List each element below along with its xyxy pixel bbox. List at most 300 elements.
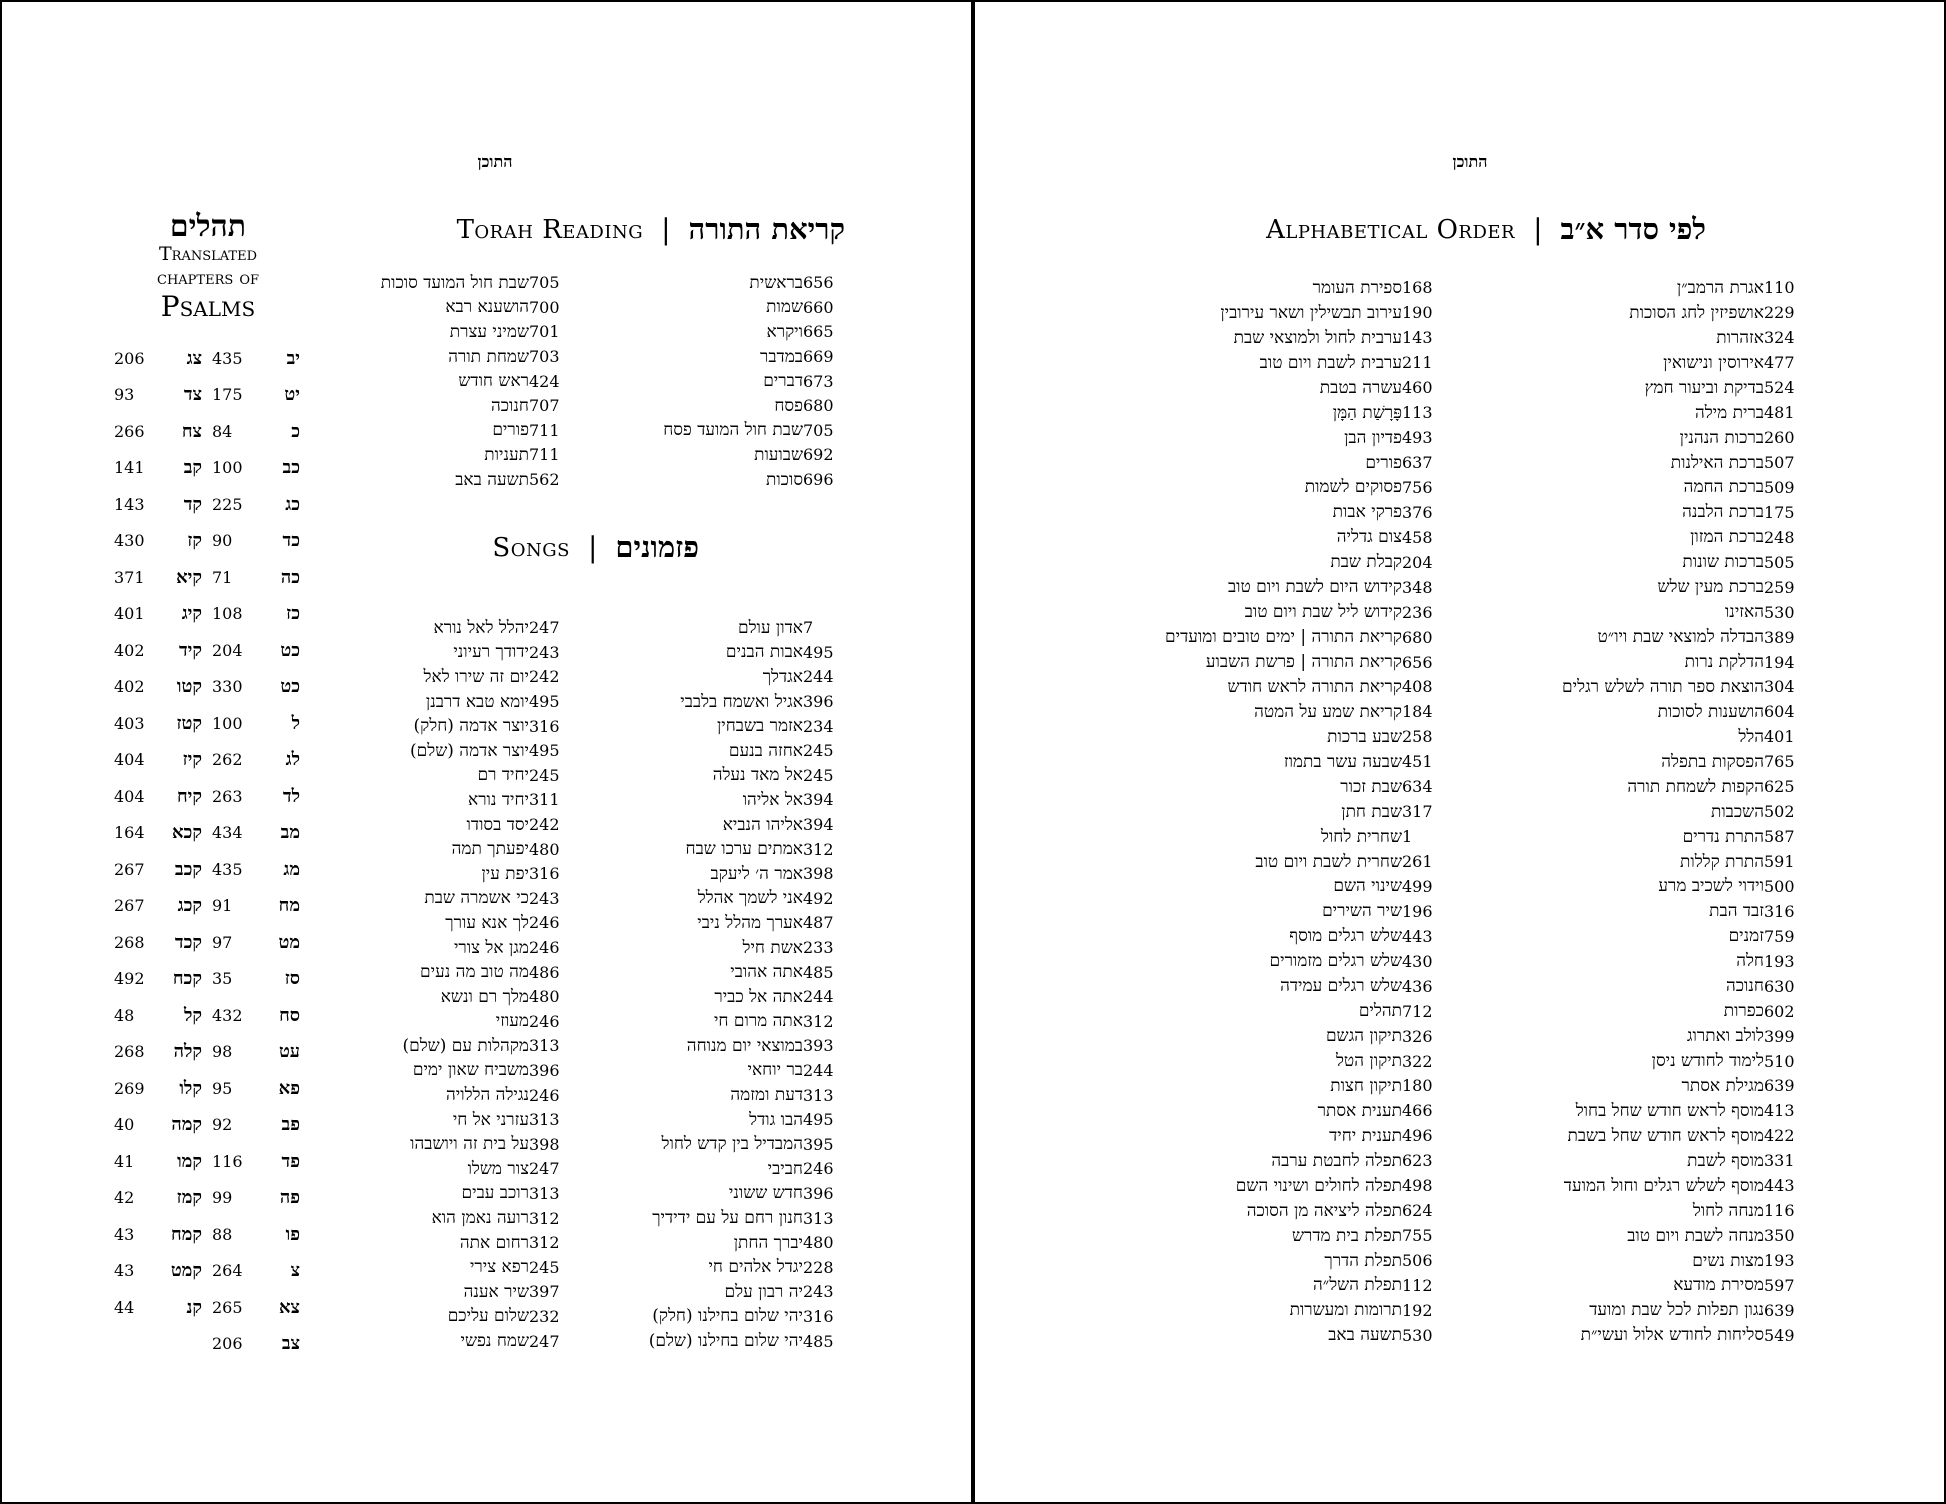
index-entry[interactable]: [1064, 1024, 1444, 1049]
index-entry[interactable]: [575, 1059, 845, 1084]
psalm-entry[interactable]: [106, 815, 202, 852]
page-number: 304: [1764, 677, 1795, 697]
psalm-entry[interactable]: [106, 1216, 202, 1253]
index-entry[interactable]: [311, 1329, 571, 1354]
index-entry[interactable]: [575, 911, 845, 936]
psalm-entry[interactable]: [204, 340, 300, 377]
index-entry[interactable]: [311, 911, 571, 936]
page-number: 267: [114, 896, 145, 916]
index-entry[interactable]: [605, 468, 845, 493]
index-entry[interactable]: [311, 813, 571, 838]
index-entry[interactable]: [575, 1157, 845, 1182]
index-entry[interactable]: [575, 1083, 845, 1108]
psalm-entry[interactable]: [204, 705, 300, 742]
page-number: 313: [529, 1183, 560, 1203]
index-entry[interactable]: [1064, 1049, 1444, 1074]
index-entry[interactable]: [575, 739, 845, 764]
entry-title: פורים: [492, 420, 529, 441]
index-entry[interactable]: [575, 1034, 845, 1059]
index-entry[interactable]: [575, 960, 845, 985]
index-entry[interactable]: [1466, 600, 1806, 625]
psalm-entry[interactable]: [106, 888, 202, 925]
index-entry[interactable]: [311, 837, 571, 862]
entry-title: ברכת מעין שלש: [1657, 577, 1764, 598]
psalm-entry[interactable]: [204, 413, 300, 450]
index-entry[interactable]: [1466, 301, 1806, 326]
index-entry[interactable]: [311, 1255, 571, 1280]
entry-title: במדבר: [760, 346, 803, 367]
index-entry[interactable]: [311, 960, 571, 985]
psalms-title-block: [120, 210, 296, 323]
entry-title: מוסף לשבת: [1687, 1150, 1764, 1171]
page-number: 244: [803, 1060, 834, 1080]
index-entry[interactable]: [1064, 650, 1444, 675]
index-entry[interactable]: [575, 985, 845, 1010]
entry-title: זבד הבת: [1709, 901, 1764, 922]
entry-title: שבת זכור: [1340, 776, 1402, 797]
index-entry[interactable]: [311, 1231, 571, 1256]
page-number: 396: [803, 692, 834, 712]
index-entry[interactable]: [605, 296, 845, 321]
index-entry[interactable]: [1466, 1049, 1806, 1074]
index-entry[interactable]: [311, 296, 571, 321]
entry-title: לך אנא עורך: [445, 912, 529, 933]
index-entry[interactable]: [575, 1231, 845, 1256]
index-entry[interactable]: [1466, 351, 1806, 376]
page-number: 262: [212, 750, 243, 770]
page-number: 673: [803, 371, 834, 391]
page-number: 637: [1402, 453, 1433, 473]
index-entry[interactable]: [605, 394, 845, 419]
index-entry[interactable]: [1466, 276, 1806, 301]
index-entry[interactable]: [311, 1132, 571, 1157]
page-number: 639: [1764, 1076, 1795, 1096]
index-entry[interactable]: [1466, 825, 1806, 850]
page-number: 509: [1764, 477, 1795, 497]
index-entry[interactable]: [1064, 525, 1444, 550]
entry-title: תפלת הדרך: [1324, 1250, 1402, 1271]
index-entry[interactable]: [1466, 650, 1806, 675]
psalm-entry[interactable]: [106, 705, 202, 742]
page-number: 394: [803, 815, 834, 835]
index-entry[interactable]: [1064, 1174, 1444, 1199]
page-number: 495: [529, 741, 560, 761]
index-entry[interactable]: [1064, 426, 1444, 451]
index-entry[interactable]: [311, 1182, 571, 1207]
index-entry[interactable]: [1466, 1224, 1806, 1249]
index-entry[interactable]: [1466, 1149, 1806, 1174]
index-entry[interactable]: [575, 1305, 845, 1330]
index-entry[interactable]: [1466, 924, 1806, 949]
index-entry[interactable]: [1466, 1199, 1806, 1224]
entry-title: שחרית לחול: [1321, 826, 1402, 847]
index-entry[interactable]: [1064, 999, 1444, 1024]
index-entry[interactable]: [1466, 800, 1806, 825]
psalm-entry[interactable]: [106, 632, 202, 669]
entry-title: פורים: [1365, 452, 1402, 473]
page-number: 495: [803, 1110, 834, 1130]
index-entry[interactable]: [1466, 426, 1806, 451]
index-entry[interactable]: [311, 271, 571, 296]
psalm-entry[interactable]: [106, 559, 202, 596]
index-entry[interactable]: [605, 419, 845, 444]
psalm-entry[interactable]: [204, 1180, 300, 1217]
psalm-chapter: קמה: [171, 1114, 202, 1136]
page-number: 395: [803, 1134, 834, 1154]
entry-title: אליהו הנביא: [722, 814, 803, 835]
entry-title: תפלת השל״ה: [1312, 1275, 1402, 1296]
page-number: 263: [212, 786, 243, 806]
page-number: 487: [803, 913, 834, 933]
page-number: 258: [1402, 727, 1433, 747]
psalm-chapter: קכד: [174, 931, 202, 953]
index-entry[interactable]: [575, 813, 845, 838]
psalm-entry[interactable]: [106, 742, 202, 779]
index-entry[interactable]: [605, 345, 845, 370]
index-entry[interactable]: [1064, 775, 1444, 800]
index-entry[interactable]: [1466, 1099, 1806, 1124]
index-entry[interactable]: [575, 887, 845, 912]
index-entry[interactable]: [1064, 750, 1444, 775]
index-entry[interactable]: [575, 788, 845, 813]
page-number: 480: [529, 987, 560, 1007]
index-entry[interactable]: [1064, 351, 1444, 376]
index-entry[interactable]: [575, 1010, 845, 1035]
entry-title: יחיד נורא: [468, 789, 529, 810]
index-entry[interactable]: [1466, 675, 1806, 700]
index-entry[interactable]: [1064, 949, 1444, 974]
index-entry[interactable]: [1064, 1074, 1444, 1099]
index-entry[interactable]: [1064, 276, 1444, 301]
index-entry[interactable]: [1466, 1323, 1806, 1348]
index-entry[interactable]: [1064, 675, 1444, 700]
psalm-entry[interactable]: [106, 1107, 202, 1144]
psalm-entry[interactable]: [106, 851, 202, 888]
psalm-entry[interactable]: [106, 523, 202, 560]
index-entry[interactable]: [311, 1305, 571, 1330]
index-entry[interactable]: [311, 641, 571, 666]
index-entry[interactable]: [1466, 1298, 1806, 1323]
page-number: 398: [529, 1134, 560, 1154]
psalm-entry[interactable]: [204, 1143, 300, 1180]
index-entry[interactable]: [1064, 1149, 1444, 1174]
index-entry[interactable]: [575, 936, 845, 961]
psalm-entry[interactable]: [106, 450, 202, 487]
index-entry[interactable]: [1064, 625, 1444, 650]
entry-title: צום גדליה: [1336, 527, 1402, 548]
index-entry[interactable]: [1466, 850, 1806, 875]
entry-title: ערבית לשבת ויום טוב: [1259, 352, 1402, 373]
entry-title: יוצר אדמה (שלם): [410, 740, 529, 761]
index-entry[interactable]: [311, 1280, 571, 1305]
psalm-entry[interactable]: [204, 851, 300, 888]
psalm-entry[interactable]: [204, 888, 300, 925]
index-entry[interactable]: [311, 1157, 571, 1182]
index-entry[interactable]: [311, 616, 571, 641]
psalm-entry[interactable]: [106, 377, 202, 414]
psalm-entry[interactable]: [106, 596, 202, 633]
index-entry[interactable]: [1064, 1199, 1444, 1224]
entry-title: מוסף לראש חודש שחל בשבת: [1567, 1125, 1764, 1146]
index-entry[interactable]: [311, 1010, 571, 1035]
psalm-entry[interactable]: [106, 1143, 202, 1180]
psalm-entry[interactable]: [204, 1326, 300, 1363]
index-entry[interactable]: [1466, 700, 1806, 725]
entry-title: תרומות ומעשרות: [1289, 1300, 1402, 1321]
index-entry[interactable]: [311, 714, 571, 739]
index-entry[interactable]: [1064, 1249, 1444, 1274]
psalm-entry[interactable]: [106, 924, 202, 961]
index-entry[interactable]: [1064, 825, 1444, 850]
index-entry[interactable]: [1064, 850, 1444, 875]
index-entry[interactable]: [1466, 401, 1806, 426]
entry-title: משביח שאון ימים: [412, 1060, 529, 1081]
index-entry[interactable]: [605, 369, 845, 394]
index-entry[interactable]: [1064, 1099, 1444, 1124]
psalm-entry[interactable]: [204, 778, 300, 815]
psalm-entry[interactable]: [204, 961, 300, 998]
index-entry[interactable]: [1064, 1274, 1444, 1299]
psalm-chapter: כד: [282, 530, 300, 552]
page-number: 350: [1764, 1226, 1795, 1246]
psalm-chapter: סח: [279, 1004, 300, 1026]
index-entry[interactable]: [1466, 775, 1806, 800]
index-entry[interactable]: [1064, 700, 1444, 725]
psalm-entry[interactable]: [204, 1070, 300, 1107]
psalm-entry[interactable]: [106, 1034, 202, 1071]
index-entry[interactable]: [1064, 476, 1444, 501]
page-number: 507: [1764, 453, 1795, 473]
index-entry[interactable]: [605, 443, 845, 468]
entry-title: ברכת החמה: [1683, 477, 1764, 498]
psalm-entry[interactable]: [106, 486, 202, 523]
index-entry[interactable]: [1466, 725, 1806, 750]
entry-title: מעוזי: [495, 1011, 529, 1032]
psalm-entry[interactable]: [106, 340, 202, 377]
psalm-entry[interactable]: [106, 1253, 202, 1290]
index-entry[interactable]: [1466, 575, 1806, 600]
index-entry[interactable]: [1466, 1274, 1806, 1299]
index-entry[interactable]: [1064, 1224, 1444, 1249]
psalm-entry[interactable]: [204, 669, 300, 706]
page-number: 396: [803, 1183, 834, 1203]
index-entry[interactable]: [1064, 301, 1444, 326]
index-entry[interactable]: [1466, 451, 1806, 476]
index-entry[interactable]: [1466, 525, 1806, 550]
index-entry[interactable]: [311, 443, 571, 468]
songs-column-a: [575, 616, 845, 1354]
index-entry[interactable]: [311, 345, 571, 370]
psalm-entry[interactable]: [106, 1289, 202, 1326]
index-entry[interactable]: [1064, 875, 1444, 900]
page-number: 549: [1764, 1325, 1795, 1345]
page-number: 480: [529, 839, 560, 859]
index-entry[interactable]: [311, 1083, 571, 1108]
psalm-entry[interactable]: [204, 1107, 300, 1144]
psalm-entry[interactable]: [204, 377, 300, 414]
index-entry[interactable]: [1466, 899, 1806, 924]
alphabetical-heading-en: Alphabetical Order: [1266, 214, 1516, 245]
index-entry[interactable]: [1064, 1298, 1444, 1323]
page-number: 505: [1764, 552, 1795, 572]
index-entry[interactable]: [575, 1108, 845, 1133]
index-entry[interactable]: [1466, 1124, 1806, 1149]
psalm-entry[interactable]: [204, 1034, 300, 1071]
index-entry[interactable]: [1064, 550, 1444, 575]
page-number: 193: [1764, 951, 1795, 971]
index-entry[interactable]: [575, 1182, 845, 1207]
entry-title: חביבי: [767, 1158, 803, 1179]
index-entry[interactable]: [1466, 999, 1806, 1024]
index-entry[interactable]: [575, 1280, 845, 1305]
index-entry[interactable]: [311, 788, 571, 813]
index-entry[interactable]: [575, 862, 845, 887]
psalm-entry[interactable]: [204, 1216, 300, 1253]
page-number: 530: [1764, 602, 1795, 622]
index-entry[interactable]: [1466, 376, 1806, 401]
index-entry[interactable]: [1064, 401, 1444, 426]
index-entry[interactable]: [311, 468, 571, 493]
index-entry[interactable]: [575, 641, 845, 666]
index-entry[interactable]: [1064, 974, 1444, 999]
index-entry[interactable]: [1064, 924, 1444, 949]
index-entry[interactable]: [1064, 451, 1444, 476]
index-entry[interactable]: [1064, 376, 1444, 401]
psalm-entry[interactable]: [204, 815, 300, 852]
psalm-chapter: קיג: [181, 603, 202, 625]
page-number: 143: [1402, 328, 1433, 348]
index-entry[interactable]: [575, 714, 845, 739]
index-entry[interactable]: [311, 320, 571, 345]
index-entry[interactable]: [575, 690, 845, 715]
entry-title: הדלקת נרות: [1684, 652, 1764, 673]
psalm-chapter: צב: [281, 1333, 300, 1355]
page-number: 206: [114, 348, 145, 368]
index-entry[interactable]: [1064, 899, 1444, 924]
psalm-entry[interactable]: [204, 450, 300, 487]
entry-title: תפלה לחבטת ערבה: [1271, 1150, 1402, 1171]
entry-title: יהלל לאל נורא: [433, 617, 529, 638]
index-entry[interactable]: [575, 764, 845, 789]
page-number: 485: [803, 962, 834, 982]
index-entry[interactable]: [311, 862, 571, 887]
index-entry[interactable]: [311, 419, 571, 444]
index-entry[interactable]: [1466, 1174, 1806, 1199]
psalm-entry[interactable]: [204, 997, 300, 1034]
index-entry[interactable]: [1466, 326, 1806, 351]
index-entry[interactable]: [1064, 800, 1444, 825]
psalm-chapter: קמח: [171, 1223, 202, 1245]
index-entry[interactable]: [575, 616, 845, 641]
page-number: 656: [803, 273, 834, 293]
index-entry[interactable]: [311, 764, 571, 789]
index-entry[interactable]: [1466, 974, 1806, 999]
psalm-entry[interactable]: [204, 486, 300, 523]
entry-title: ברכות הנהנין: [1679, 427, 1764, 448]
psalm-entry[interactable]: [106, 997, 202, 1034]
index-entry[interactable]: [1466, 875, 1806, 900]
index-entry[interactable]: [1064, 725, 1444, 750]
index-entry[interactable]: [575, 837, 845, 862]
page-number: 705: [529, 273, 560, 293]
index-entry[interactable]: [1064, 600, 1444, 625]
index-entry[interactable]: [1466, 949, 1806, 974]
index-entry[interactable]: [575, 1206, 845, 1231]
index-entry[interactable]: [1466, 1074, 1806, 1099]
index-entry[interactable]: [1466, 750, 1806, 775]
index-entry[interactable]: [311, 1108, 571, 1133]
index-entry[interactable]: [575, 665, 845, 690]
psalm-entry[interactable]: [106, 1070, 202, 1107]
page-number: 756: [1402, 477, 1433, 497]
index-entry[interactable]: [311, 936, 571, 961]
index-entry[interactable]: [311, 369, 571, 394]
index-entry[interactable]: [1064, 326, 1444, 351]
index-entry[interactable]: [605, 320, 845, 345]
index-entry[interactable]: [311, 985, 571, 1010]
index-entry[interactable]: [1466, 500, 1806, 525]
index-entry[interactable]: [1466, 476, 1806, 501]
psalm-entry[interactable]: [204, 742, 300, 779]
psalm-chapter: לד: [282, 785, 300, 807]
psalm-entry[interactable]: [204, 1253, 300, 1290]
index-entry[interactable]: [605, 271, 845, 296]
psalm-entry[interactable]: [106, 778, 202, 815]
index-entry[interactable]: [1064, 500, 1444, 525]
psalm-entry[interactable]: [204, 924, 300, 961]
psalm-entry[interactable]: [106, 1180, 202, 1217]
entry-title: עזרני אל חי: [452, 1109, 529, 1130]
psalm-entry[interactable]: [204, 559, 300, 596]
index-entry[interactable]: [311, 1206, 571, 1231]
index-entry[interactable]: [1466, 550, 1806, 575]
entry-title: יגדל אלהים חי: [708, 1257, 803, 1278]
index-entry[interactable]: [311, 1059, 571, 1084]
index-entry[interactable]: [311, 394, 571, 419]
page-number: 90: [212, 531, 233, 551]
psalm-chapter: צ: [290, 1260, 300, 1282]
psalm-entry[interactable]: [204, 596, 300, 633]
index-entry[interactable]: [1466, 1024, 1806, 1049]
entry-title: קידוש היום לשבת ויום טוב: [1227, 577, 1402, 598]
index-entry[interactable]: [311, 887, 571, 912]
index-entry[interactable]: [311, 739, 571, 764]
index-entry[interactable]: [575, 1132, 845, 1157]
index-entry[interactable]: [1064, 1323, 1444, 1348]
psalm-entry[interactable]: [106, 413, 202, 450]
index-entry[interactable]: [311, 690, 571, 715]
entry-title: מגן אל צורי: [453, 937, 529, 958]
index-entry[interactable]: [1466, 625, 1806, 650]
index-entry[interactable]: [575, 1329, 845, 1354]
page-number: 624: [1402, 1201, 1433, 1221]
psalm-entry[interactable]: [106, 669, 202, 706]
page-number: 196: [1402, 901, 1433, 921]
psalm-entry[interactable]: [204, 523, 300, 560]
page-number: 665: [803, 322, 834, 342]
psalm-entry[interactable]: [204, 1289, 300, 1326]
index-entry[interactable]: [1064, 575, 1444, 600]
index-entry[interactable]: [575, 1255, 845, 1280]
index-entry[interactable]: [311, 1034, 571, 1059]
index-entry[interactable]: [311, 665, 571, 690]
index-entry[interactable]: [1064, 1124, 1444, 1149]
psalm-entry[interactable]: [204, 632, 300, 669]
page-number: 492: [114, 969, 145, 989]
entry-title: אתה אל כביר: [714, 986, 803, 1007]
index-entry[interactable]: [1466, 1249, 1806, 1274]
psalm-entry[interactable]: [106, 961, 202, 998]
